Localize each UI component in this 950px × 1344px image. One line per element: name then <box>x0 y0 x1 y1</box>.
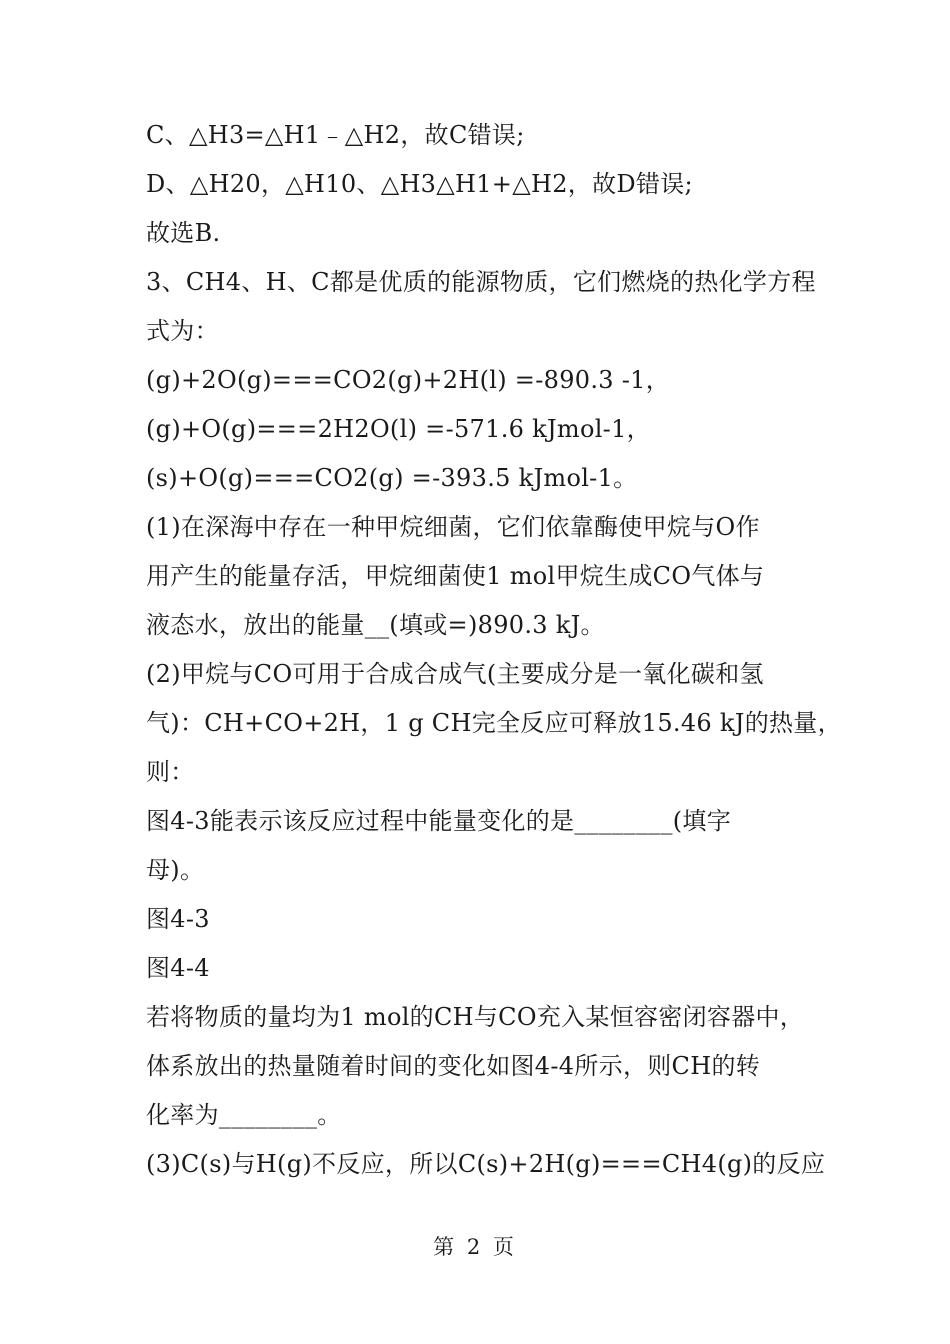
text-line: (s)+O(g)===CO2(g) =-393.5 kJmol-1。 <box>146 464 638 492</box>
text-line: C、△H3=△H1﹣△H2，故C错误; <box>146 121 525 149</box>
page-number: 第 2 页 <box>433 1235 517 1259</box>
text-line: 3、CH4、H、C都是优质的能源物质，它们燃烧的热化学方程 <box>146 268 816 296</box>
text-line: 母)。 <box>146 856 205 884</box>
text-line: (g)+O(g)===2H2O(l) =-571.6 kJmol-1， <box>146 415 651 443</box>
text-line: 则： <box>146 758 195 786</box>
text-line: 图4-3能表示该反应过程中能量变化的是________(填字 <box>146 807 732 835</box>
text-line: (2)甲烷与CO可用于合成合成气(主要成分是一氧化碳和氢 <box>146 660 764 688</box>
text-line: D、△H20，△H10、△H3△H1+△H2，故D错误; <box>146 170 693 198</box>
text-line: (3)C(s)与H(g)不反应，所以C(s)+2H(g)===CH4(g)的反应 <box>146 1150 826 1178</box>
text-line: 故选B. <box>146 219 221 247</box>
figure-label: 图4-4 <box>146 954 210 982</box>
text-line: 若将物质的量均为1 mol的CH与CO充入某恒容密闭容器中， <box>146 1003 805 1031</box>
text-line: 用产生的能量存活，甲烷细菌使1 mol甲烷生成CO气体与 <box>146 562 765 590</box>
text-line: (1)在深海中存在一种甲烷细菌，它们依靠酶使甲烷与O作 <box>146 513 760 541</box>
text-line: 体系放出的热量随着时间的变化如图4-4所示，则CH的转 <box>146 1052 761 1080</box>
text-line: 液态水，放出的能量__(填或=)890.3 kJ。 <box>146 611 605 639</box>
text-line: 化率为________。 <box>146 1101 342 1129</box>
figure-label: 图4-3 <box>146 905 210 933</box>
document-body <box>146 111 842 1189</box>
text-line: 式为： <box>146 317 219 345</box>
text-line: (g)+2O(g)===CO2(g)+2H(l) =-890.3 -1， <box>146 366 671 394</box>
text-line: 气)：CH+CO+2H，1 g CH完全反应可释放15.46 kJ的热量， <box>146 709 842 737</box>
